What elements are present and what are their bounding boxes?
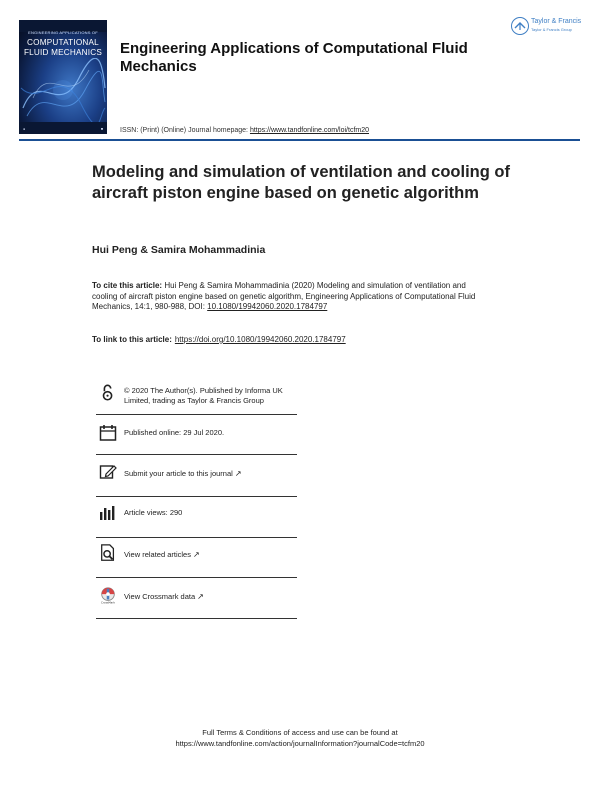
publisher-sub: Taylor & Francis Group (531, 27, 572, 32)
info-divider (96, 454, 297, 455)
external-link-icon: ↗ (234, 469, 242, 478)
submit-article-item[interactable] (96, 463, 297, 485)
citation-text: Hui Peng & Samira Mohammadinia (2020) Modeling and simulation of ventilation and cooling of aircraft piston engine based on genetic algorithm, Engineering Applications of Computational Fluid Mechanics, 14:1, 980-988, DOI: (92, 281, 476, 312)
article-authors: Hui Peng & Samira Mohammadinia (92, 244, 266, 256)
terms-footer (0, 727, 600, 749)
submit-article-link[interactable] (124, 469, 299, 479)
terms-link[interactable]: https://www.tandfonline.com/action/journalInformation?journalCode=tcfm20 (175, 739, 425, 748)
link-to-label: To link to this article: (92, 335, 172, 344)
publisher-logo-icon (511, 17, 529, 35)
journal-title: Engineering Applications of Computational Fluid Mechanics (120, 40, 468, 75)
related-articles-link[interactable] (124, 550, 299, 560)
article-doi-link[interactable]: https://doi.org/10.1080/19942060.2020.1784797 (174, 335, 346, 344)
journal-cover (19, 20, 107, 134)
cover-title-line1: COMPUTATIONAL (27, 38, 99, 47)
terms-line: Full Terms & Conditions of access and use can be found at (202, 728, 398, 737)
bar-chart-icon (99, 504, 117, 522)
crossmark-link[interactable] (124, 592, 299, 602)
submit-article-label: Submit your article to this journal (124, 469, 233, 478)
issn-line (120, 127, 369, 134)
info-divider (96, 577, 297, 578)
published-online-text: Published online: 29 Jul 2020. (124, 428, 225, 437)
svg-text:CrossMark: CrossMark (101, 601, 115, 604)
external-link-icon: ↗ (192, 550, 200, 559)
cover-logo-left: ● (23, 127, 26, 131)
open-access-icon (99, 384, 117, 402)
cover-logo-right: ■ (100, 127, 103, 131)
citation-label: To cite this article: (92, 281, 163, 290)
header-divider (19, 139, 580, 141)
info-divider (96, 537, 297, 538)
edit-icon (99, 463, 117, 481)
license-item (96, 384, 297, 412)
cover-swirl-graphic (19, 58, 107, 122)
publisher-name: Taylor & Francis (531, 18, 582, 25)
publisher-logo[interactable] (511, 17, 586, 37)
calendar-icon (99, 424, 117, 442)
related-articles-item[interactable] (96, 544, 297, 566)
license-text: © 2020 The Author(s). Published by Informa UK Limited, trading as Taylor & Francis Group (124, 386, 283, 405)
issn-prefix: ISSN: (Print) (Online) Journal homepage: (120, 127, 250, 134)
cover-title-line2: FLUID MECHANICS (23, 48, 103, 57)
published-online-item (96, 424, 297, 446)
related-articles-label: View related articles (124, 550, 191, 559)
crossmark-label: View Crossmark data (124, 592, 196, 601)
article-views-text: Article views: 290 (124, 508, 183, 517)
crossmark-icon (99, 586, 117, 604)
citation-block (92, 281, 492, 313)
related-articles-icon (99, 544, 117, 562)
crossmark-item[interactable] (96, 586, 297, 610)
link-to-article (92, 335, 346, 344)
article-views-item (96, 504, 297, 526)
citation-doi-link[interactable]: 10.1080/19942060.2020.1784797 (207, 302, 328, 312)
info-divider (96, 414, 297, 415)
cover-kicker: ENGINEERING APPLICATIONS OF (28, 30, 98, 35)
journal-homepage-link[interactable]: https://www.tandfonline.com/loi/tcfm20 (249, 127, 370, 134)
article-title: Modeling and simulation of ventilation and cooling of aircraft piston engine based on genetic algorithm (92, 163, 510, 202)
info-divider (96, 618, 297, 619)
external-link-icon: ↗ (197, 592, 204, 601)
info-divider (96, 496, 297, 497)
